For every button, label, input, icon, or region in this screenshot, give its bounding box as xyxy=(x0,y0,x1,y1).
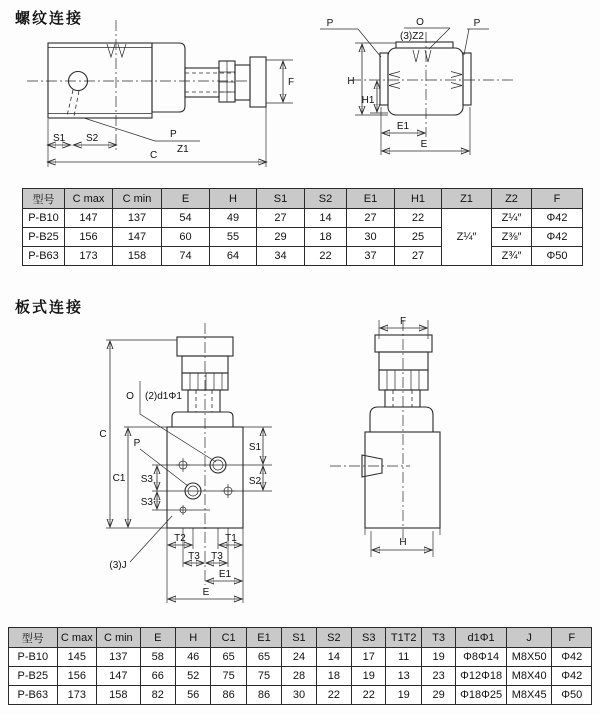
table-cell: 14 xyxy=(305,209,347,228)
table-cell: Z¾″ xyxy=(492,247,532,266)
table-cell: 11 xyxy=(386,648,421,667)
column-header: F xyxy=(532,189,583,209)
dim-label-s2: S2 xyxy=(86,133,99,144)
port-label-p-left: P xyxy=(326,18,334,29)
table-cell: 28 xyxy=(282,667,316,686)
table-cell: 156 xyxy=(57,667,96,686)
table-cell: M8X45 xyxy=(506,686,552,705)
table-cell: 18 xyxy=(305,228,347,247)
table-cell: 158 xyxy=(97,686,141,705)
table-cell: 29 xyxy=(257,228,305,247)
column-header: E xyxy=(162,189,210,209)
table-cell: 22 xyxy=(352,686,386,705)
table-cell: 25 xyxy=(395,228,442,247)
table-cell: Φ42 xyxy=(532,228,583,247)
dim-label-h: H xyxy=(347,76,355,87)
table-cell: 22 xyxy=(316,686,351,705)
table-cell: M8X50 xyxy=(506,648,552,667)
column-header: S1 xyxy=(257,189,305,209)
table-cell: 30 xyxy=(347,228,395,247)
table-cell: 147 xyxy=(113,228,162,247)
dim-label-e1: E1 xyxy=(218,569,232,580)
table-cell: 158 xyxy=(113,247,162,266)
table-cell: 147 xyxy=(65,209,113,228)
table-cell: 46 xyxy=(175,648,210,667)
port-label-z1: Z1 xyxy=(177,144,189,155)
table-cell: 173 xyxy=(57,686,96,705)
dim-label-f: F xyxy=(288,77,295,88)
table-cell: 24 xyxy=(282,648,316,667)
table-cell: 137 xyxy=(113,209,162,228)
dim-label-t2: T2 xyxy=(174,533,186,544)
table-cell: Φ50 xyxy=(552,686,592,705)
dim-label-c: C xyxy=(99,429,107,440)
column-header: C1 xyxy=(211,628,246,648)
column-header: E1 xyxy=(347,189,395,209)
table-cell: 82 xyxy=(140,686,175,705)
table-cell: P-B10 xyxy=(23,209,65,228)
table-cell: P-B10 xyxy=(9,648,58,667)
dim-label-c1: C1 xyxy=(112,473,126,484)
table-cell: M8X40 xyxy=(506,667,552,686)
table-cell: 23 xyxy=(421,667,455,686)
table-cell: Φ42 xyxy=(552,667,592,686)
table-cell: 58 xyxy=(140,648,175,667)
table-cell: Z⅜″ xyxy=(492,228,532,247)
dim-label-s2: S2 xyxy=(248,476,262,487)
column-header: C max xyxy=(65,189,113,209)
threaded-front-view-drawing xyxy=(300,15,600,175)
column-header: H xyxy=(210,189,257,209)
table-cell: Φ42 xyxy=(552,648,592,667)
dim-label-c: C xyxy=(150,150,158,161)
plate-connection-table xyxy=(8,627,592,705)
dim-label-s1: S1 xyxy=(53,133,66,144)
column-header: J xyxy=(506,628,552,648)
table-row xyxy=(23,228,583,247)
dim-label-t3b: T3 xyxy=(211,551,223,562)
table-cell: 66 xyxy=(140,667,175,686)
table-cell: 19 xyxy=(352,667,386,686)
table-cell-z1-merged: Z¼″ xyxy=(442,209,492,266)
column-header: C max xyxy=(57,628,96,648)
table-cell: 22 xyxy=(395,209,442,228)
table-cell: 29 xyxy=(421,686,455,705)
table-cell: 86 xyxy=(211,686,246,705)
table-cell: Φ8Φ14 xyxy=(456,648,507,667)
table-cell: 55 xyxy=(210,228,257,247)
port-label-o: O xyxy=(126,391,134,402)
table-cell: 54 xyxy=(162,209,210,228)
column-header: E xyxy=(140,628,175,648)
table-cell: 17 xyxy=(352,648,386,667)
table-cell: 60 xyxy=(162,228,210,247)
dim-label-s1: S1 xyxy=(248,442,262,453)
table-cell: 27 xyxy=(347,209,395,228)
table-cell: 27 xyxy=(257,209,305,228)
table-cell: 30 xyxy=(282,686,316,705)
table-cell: Φ42 xyxy=(532,209,583,228)
table-cell: 145 xyxy=(57,648,96,667)
column-header: S2 xyxy=(305,189,347,209)
hole-label-d1phi1: (2)d1Φ1 xyxy=(145,391,182,402)
dim-label-h1: H1 xyxy=(361,95,375,106)
dim-label-s3a: S3 xyxy=(140,474,153,485)
table-cell: P-B25 xyxy=(9,667,58,686)
table-cell: 75 xyxy=(246,667,281,686)
dim-label-f: F xyxy=(399,316,407,327)
table-cell: Z¼″ xyxy=(492,209,532,228)
table-cell: 173 xyxy=(65,247,113,266)
table-cell: P-B63 xyxy=(9,686,58,705)
table-cell: 19 xyxy=(386,686,421,705)
table-cell: 65 xyxy=(246,648,281,667)
column-header: 型号 xyxy=(23,189,65,209)
table-cell: P-B63 xyxy=(23,247,65,266)
table-cell: 156 xyxy=(65,228,113,247)
port-label-p: P xyxy=(170,129,177,140)
dim-label-t3a: T3 xyxy=(188,551,200,562)
column-header: T3 xyxy=(421,628,455,648)
table-cell: 75 xyxy=(211,667,246,686)
column-header: F xyxy=(552,628,592,648)
table-cell: 56 xyxy=(175,686,210,705)
table-row xyxy=(23,209,583,228)
table-row xyxy=(9,667,592,686)
table-cell: P-B25 xyxy=(23,228,65,247)
threaded-connection-table xyxy=(22,188,583,266)
table-cell: Φ18Φ25 xyxy=(456,686,507,705)
column-header: H xyxy=(175,628,210,648)
table-cell: 49 xyxy=(210,209,257,228)
dim-label-h: H xyxy=(399,537,407,548)
table-header-row xyxy=(9,628,592,648)
plate-side-view-drawing xyxy=(330,315,480,565)
table-header-row xyxy=(23,189,583,209)
table-cell: 37 xyxy=(347,247,395,266)
port-label-j: (3)J xyxy=(109,560,127,571)
threaded-side-view-drawing xyxy=(0,15,300,175)
port-label-z2: (3)Z2 xyxy=(400,31,424,42)
section-title-threaded-connection: 螺纹连接 xyxy=(15,10,84,27)
table-cell: 147 xyxy=(97,667,141,686)
table-cell: 27 xyxy=(395,247,442,266)
table-cell: 52 xyxy=(175,667,210,686)
table-cell: 137 xyxy=(97,648,141,667)
column-header: E1 xyxy=(246,628,281,648)
table-cell: Φ50 xyxy=(532,247,583,266)
dim-label-e1: E1 xyxy=(396,121,410,132)
table-cell: 64 xyxy=(210,247,257,266)
dim-label-e: E xyxy=(420,139,428,150)
table-row xyxy=(23,247,583,266)
column-header: C min xyxy=(97,628,141,648)
column-header: S2 xyxy=(316,628,351,648)
port-label-p: P xyxy=(133,438,141,449)
column-header: T1T2 xyxy=(386,628,421,648)
table-cell: 22 xyxy=(305,247,347,266)
column-header: 型号 xyxy=(9,628,58,648)
table-cell: 18 xyxy=(316,667,351,686)
dim-label-s3b: S3 xyxy=(140,497,153,508)
dim-label-e: E xyxy=(202,587,210,598)
column-header: C min xyxy=(113,189,162,209)
port-label-o: O xyxy=(416,17,424,28)
table-cell: 13 xyxy=(386,667,421,686)
table-cell: 14 xyxy=(316,648,351,667)
dim-label-t1: T1 xyxy=(225,533,237,544)
column-header: Z1 xyxy=(442,189,492,209)
column-header: Z2 xyxy=(492,189,532,209)
column-header: S1 xyxy=(282,628,316,648)
table-cell: 65 xyxy=(211,648,246,667)
table-cell: Φ12Φ18 xyxy=(456,667,507,686)
table-cell: 74 xyxy=(162,247,210,266)
section-title-plate-connection: 板式连接 xyxy=(15,299,84,316)
table-row xyxy=(9,648,592,667)
column-header: S3 xyxy=(352,628,386,648)
table-cell: 19 xyxy=(421,648,455,667)
table-row xyxy=(9,686,592,705)
table-cell: 34 xyxy=(257,247,305,266)
column-header: H1 xyxy=(395,189,442,209)
column-header: d1Φ1 xyxy=(456,628,507,648)
table-cell: 86 xyxy=(246,686,281,705)
port-label-p-right: P xyxy=(473,18,481,29)
plate-front-view-drawing xyxy=(60,315,320,615)
